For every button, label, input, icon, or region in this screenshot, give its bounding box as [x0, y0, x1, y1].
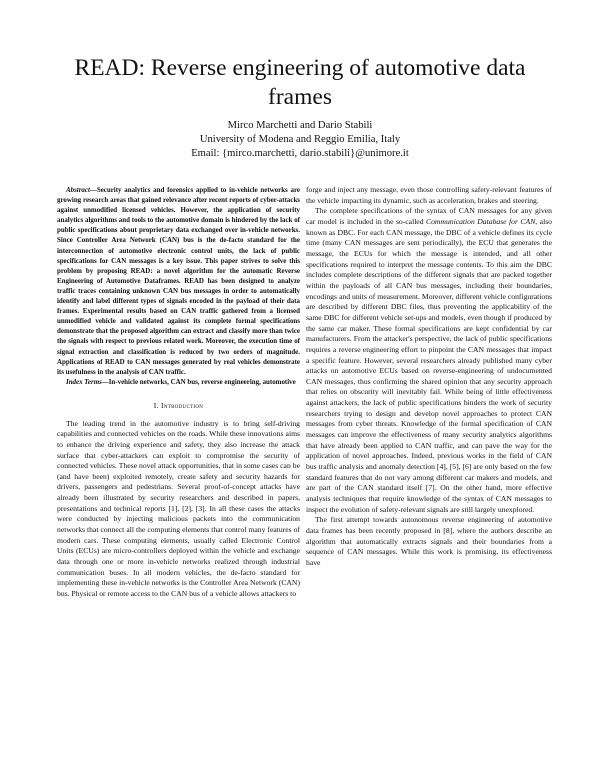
intro-paragraph-2 [306, 206, 552, 515]
left-column [57, 185, 300, 600]
index-terms-text: —In-vehicle networks, CAN bus, reverse engineering, automotive [101, 377, 296, 386]
p2-emphasis: Communication Database for CAN [426, 216, 536, 226]
abstract-text: —Security analytics and forensics applied to in-vehicle networks are growing research areas that gained relevance after recent reports of cyber-attacks against unmodified licensed vehicles. However, the application of security analytics algorithms and tools to the automotive domain is hindered by the lack of public specifications about proprietary data exchanged over in-vehicle networks. Since Controller Area Network (CAN) bus is the de-facto standard for the interconnection of automotive electronic control units, the lack of public specifications for CAN messages is a key issue. This paper strives to solve this problem by proposing READ: a novel algorithm for the automatic Reverse Engineering of Automotive Dataframes. READ has been designed to analyze traffic traces containing unknown CAN bus messages in order to automatically identify and label different types of signals encoded in the payload of their data frames. Experimental results based on CAN traffic gathered from a licensed unmodified vehicle and validated against its complete formal specifications demonstrate that the proposed algorithm can extract and classify more than twice the signals with respect to previous related work. Moreover, the execution time of signal extraction and classification is reduced by two orders of magnitude. Applications of READ to CAN messages generated by real vehicles demonstrate its usefulness in the analysis of CAN traffic. [57, 186, 300, 376]
p2-text-after: , also known as DBC. For each CAN message, the DBC of a vehicle defines its cycle time (many CAN messages are sent periodically), the ECU that generates the message, the ECUs for which the message is intended, and all other specifications required to interpret the message contents. To this aim the DBC includes complete descriptions of the different signals that are packed together within the payloads of all CAN bus messages, including their boundaries, encodings and units of measurement. Moreover, different vehicle configurations are described by different DBC files, thus preventing the applicability of the same DBC for different vehicle set-ups and models, even though if produced by the same car maker. These formal specifications are kept confidential by car manufacturers. From the attacker's perspective, the lack of public specifications requires a reverse engineering effort to pinpoint the CAN messages that impact a specific feature. However, several researchers already published many cyber attacks on automotive ECUs based on reverse-engineering of undocumented CAN messages, thus confirming the shared opinion that any security approach that relies on obscurity will inevitably fail. While being of little effectiveness against attackers, the lack of public specifications hinders the work of security researchers trying to design and develop novel approaches to protect CAN messages from cyber threats. Knowledge of the formal specification of CAN messages can improve the effectiveness of many security analytics algorithms that have already been applied to CAN traffic, and can pave the way for the application of novel approaches. Indeed, previous works in the field of CAN bus traffic analysis and anomaly detection [4], [5], [6] are only based on the few standard features that do not vary among different car makers and models, and are part of the CAN standard itself [7]. On the other hand, more effective analysis techniques that require knowledge of the syntax of CAN messages to inspect the evolution of safety-relevant signals are still largely unexplored. [306, 216, 552, 514]
paper-title: READ: Reverse engineering of automotive data frames [74, 55, 526, 110]
abstract-label: Abstract [66, 186, 90, 194]
section-number: I. [153, 400, 159, 410]
intro-paragraph-3: The first attempt towards autonomous reverse engineering of automotive data frames has been recently proposed in [8], where the authors describe an algorithm that automatically extracts signals and their boundaries from a sequence of CAN messages. While this work is promising, its effectiveness have [306, 515, 552, 567]
index-terms-label: Index Terms [66, 377, 102, 386]
section-heading-introduction [57, 401, 300, 412]
abstract [57, 185, 300, 377]
right-column [306, 185, 552, 569]
section-title: Introduction [160, 400, 204, 410]
author-block [40, 119, 560, 161]
author-email: Email: {mirco.marchetti, dario.stabili}@unimore.it [191, 148, 409, 159]
p2-text-before: The complete specifications of the syntax of CAN messages for any given car model is included in the so-called [306, 206, 552, 226]
author-affiliation: University of Modena and Reggio Emilia, Italy [199, 134, 401, 145]
index-terms [57, 377, 300, 387]
author-names: Mirco Marchetti and Dario Stabili [227, 120, 373, 131]
intro-paragraph-continued: forge and inject any message, even those controlling safety-relevant features of the vehicle impacting its dynamic, such as acceleration, brakes and steering. [306, 185, 552, 205]
intro-paragraph-1: The leading trend in the automotive industry is to bring self-driving capabilities and connected vehicles on the roads. While these innovations aims to enhance the driving experience and safety, they also increase the attack surface that cyber-attackers can exploit to compromise the security of connected vehicles. These novel attack opportunities, that in some cases can be (and have been) exploited remotely, create safety and security hazards for drivers, passengers and pedestrians. Several proof-of-concept attacks have already been illustrated by security researchers and described in papers, presentations and technical reports [1], [2], [3]. In all these cases the attacks were conducted by injecting malicious packets into the communication networks that connect all the computing elements that control many features of modern cars. These computing elements, usually called Electronic Control Units (ECUs) are micro-controllers deployed within the vehicle and exchange data through one or more in-vehicle networks realized through industrial communication buses. In all modern vehicles, the de-facto standard for implementing these in-vehicle networks is the Controller Area Network (CAN) bus. Physical or remote access to the CAN bus of a vehicle allows attackers to [57, 418, 300, 599]
